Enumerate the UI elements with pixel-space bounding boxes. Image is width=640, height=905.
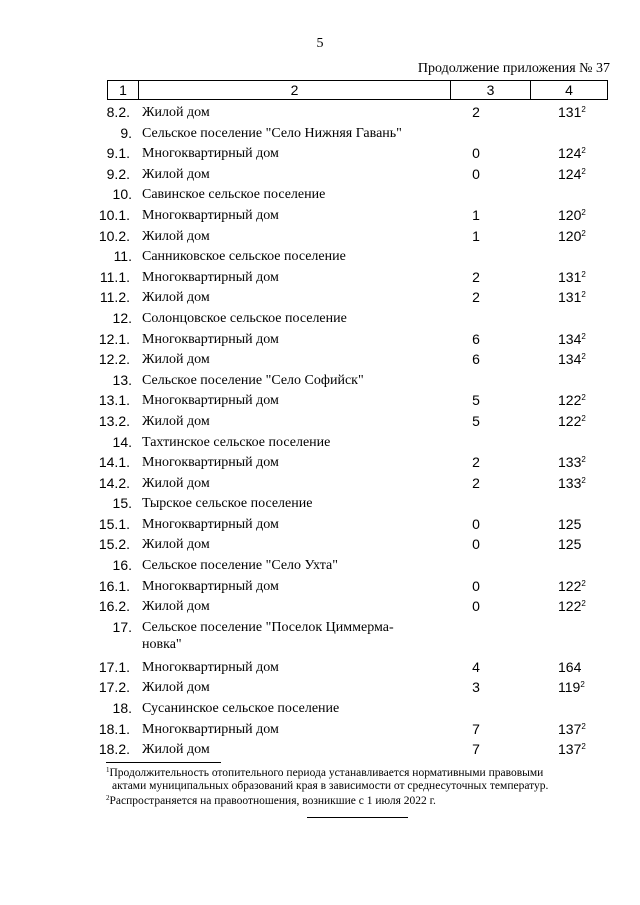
col-3-value: 3 (472, 679, 480, 696)
row-number: 10.2. (98, 227, 130, 244)
col-4-cell (558, 516, 581, 532)
row-number: 8.2. (106, 104, 130, 120)
footnote-ref: 2 (581, 721, 586, 731)
col-3-value: 0 (472, 536, 480, 553)
col-4-value: 122 (558, 392, 582, 409)
header-col-3: 3 (451, 81, 531, 99)
footnote-ref: 2 (581, 290, 586, 300)
footnote-2 (106, 792, 610, 808)
col-3-value: 2 (472, 104, 480, 120)
footnote-ref: 2 (581, 331, 586, 341)
row-number: 16. (112, 557, 132, 574)
col-4-value: 137 (558, 741, 582, 758)
table-row (0, 351, 640, 372)
section-row (0, 310, 640, 331)
footnote-ref: 2 (581, 207, 586, 217)
col-4-cell (558, 454, 586, 470)
col-4-value: 125 (558, 515, 582, 532)
section-row (0, 700, 640, 721)
table-row (0, 228, 640, 249)
table-header (107, 80, 608, 100)
section-row (0, 619, 640, 659)
col-4-cell (558, 679, 585, 695)
footnote-ref: 2 (581, 228, 586, 238)
section-row (0, 434, 640, 455)
settlement-name: Сельское поселение "Поселок Циммерма-новка" (142, 619, 394, 652)
section-row (0, 125, 640, 146)
end-separator (307, 817, 408, 818)
col-4-cell (558, 351, 586, 367)
building-type: Жилой дом (142, 166, 210, 182)
footnote-ref: 2 (581, 166, 586, 176)
row-number: 18. (112, 700, 132, 717)
col-4-cell (558, 721, 586, 737)
col-4-value: 119 (558, 679, 581, 696)
table-row (0, 536, 640, 557)
col-4-cell (558, 166, 586, 182)
row-number: 17.1. (98, 658, 130, 675)
col-4-value: 122 (558, 412, 582, 429)
table-row (0, 392, 640, 413)
table-row (0, 516, 640, 537)
col-4-value: 137 (558, 720, 582, 737)
col-3-value: 2 (472, 289, 480, 306)
col-4-cell (558, 578, 586, 594)
table-row (0, 454, 640, 475)
col-4-value: 122 (558, 598, 582, 615)
building-type: Многоквартирный дом (142, 659, 279, 675)
settlement-name: Сельское поселение "Село Ухта" (142, 558, 338, 574)
col-4-value: 134 (558, 330, 582, 347)
row-number: 15. (112, 495, 132, 512)
col-3-value: 0 (472, 165, 480, 182)
footnote-1-line-1: Продолжительность отопительного периода устанавливается нормативными правовыми (109, 767, 544, 779)
footnote-ref: 2 (581, 352, 586, 362)
table-row (0, 331, 640, 352)
row-number: 9. (120, 124, 132, 141)
row-number: 11.2. (99, 289, 130, 306)
footnote-separator (106, 762, 221, 763)
table-row (0, 679, 640, 700)
footnote-2-mark: 2 (106, 794, 110, 802)
building-type: Жилой дом (142, 228, 210, 244)
building-type: Многоквартирный дом (142, 269, 279, 285)
col-4-value: 133 (558, 474, 582, 491)
footnote-ref: 2 (581, 578, 586, 588)
col-4-cell (558, 145, 586, 161)
row-number: 9.1. (106, 145, 130, 162)
row-number: 18.2. (98, 741, 130, 758)
col-4-cell (558, 413, 586, 429)
table-row (0, 598, 640, 619)
col-4-cell (558, 228, 586, 244)
col-3-value: 1 (472, 227, 480, 244)
col-3-value: 0 (472, 515, 480, 532)
col-3-value: 7 (472, 741, 480, 758)
col-4-value: 133 (558, 454, 582, 471)
row-number: 13.2. (98, 412, 130, 429)
col-4-cell (558, 741, 586, 757)
col-3-value: 2 (472, 268, 480, 285)
table-row (0, 721, 640, 742)
row-number: 10. (112, 186, 132, 203)
row-number: 12.2. (98, 351, 130, 368)
continuation-label: Продолжение приложения № 37 (417, 61, 610, 76)
row-number: 14.1. (98, 454, 130, 471)
row-number: 16.1. (98, 577, 130, 594)
col-3-value: 7 (472, 720, 480, 737)
table-row (0, 166, 640, 187)
header-col-4: 4 (565, 82, 573, 98)
row-number: 15.2. (98, 536, 130, 553)
row-number: 13.1. (98, 392, 130, 409)
col-4-value: 125 (558, 536, 582, 553)
building-type: Жилой дом (142, 352, 210, 368)
col-3-value: 1 (472, 206, 480, 223)
row-number: 17. (112, 618, 132, 635)
table-row (0, 578, 640, 599)
footnote-ref: 2 (581, 146, 586, 156)
row-number: 17.2. (98, 679, 130, 696)
col-4-cell (558, 331, 586, 347)
col-3-value: 6 (472, 351, 480, 368)
section-row (0, 186, 640, 207)
col-4-value: 122 (558, 577, 582, 594)
footnote-ref: 2 (581, 413, 586, 423)
table-row (0, 659, 640, 680)
footnote-ref: 2 (581, 105, 586, 114)
col-4-value: 120 (558, 227, 582, 244)
table-body (0, 104, 640, 762)
col-4-cell (558, 475, 586, 491)
col-4-cell (558, 392, 586, 408)
col-4-cell (558, 536, 581, 552)
settlement-name: Солонцовское сельское поселение (142, 310, 347, 326)
table-row (0, 741, 640, 762)
col-4-cell (558, 207, 586, 223)
table-row (0, 269, 640, 290)
footnote-1-line-2: актами муниципальных образований края в зависимости от среднесуточных температур. (112, 779, 549, 792)
settlement-name: Санниковское сельское поселение (142, 249, 346, 265)
row-number: 12.1. (98, 330, 130, 347)
col-4-value: 131 (558, 289, 582, 306)
col-3-value: 0 (472, 145, 480, 162)
col-4-value: 124 (558, 165, 582, 182)
building-type: Многоквартирный дом (142, 455, 279, 471)
footnote-1 (106, 764, 610, 792)
col-3-value: 0 (472, 598, 480, 615)
col-3-value: 4 (472, 658, 480, 675)
table-row (0, 145, 640, 166)
col-3-value: 5 (472, 392, 480, 409)
col-4-value: 131 (558, 104, 582, 120)
header-col-1: 1 (108, 81, 139, 99)
footnote-ref: 2 (581, 455, 586, 465)
settlement-name: Тырское сельское поселение (142, 496, 313, 512)
footnote-ref: 2 (580, 680, 585, 690)
row-number: 16.2. (98, 598, 130, 615)
table-row (0, 475, 640, 496)
col-3-value: 2 (472, 454, 480, 471)
building-type: Жилой дом (142, 680, 210, 696)
col-4-cell (558, 598, 586, 614)
settlement-name: Сельское поселение "Село Софийск" (142, 372, 364, 388)
row-number: 14.2. (98, 474, 130, 491)
table-row (0, 104, 640, 125)
footnote-2-text: Распространяется на правоотношения, возникшие с 1 июля 2022 г. (109, 795, 436, 807)
building-type: Жилой дом (142, 742, 210, 758)
footnote-ref: 2 (581, 269, 586, 279)
page-number: 5 (316, 36, 324, 51)
settlement-name: Тахтинское сельское поселение (142, 434, 331, 450)
col-4-value: 124 (558, 145, 582, 162)
col-4-value: 131 (558, 268, 582, 285)
row-number: 13. (112, 371, 132, 388)
row-number: 9.2. (106, 165, 130, 182)
footnote-ref: 2 (581, 475, 586, 485)
col-3-value: 0 (472, 577, 480, 594)
section-row (0, 372, 640, 393)
table-row (0, 289, 640, 310)
building-type: Многоквартирный дом (142, 331, 279, 347)
col-3-value: 6 (472, 330, 480, 347)
table-row (0, 413, 640, 434)
settlement-name: Савинское сельское поселение (142, 187, 326, 203)
building-type: Многоквартирный дом (142, 146, 279, 162)
row-number: 10.1. (98, 206, 130, 223)
building-type: Многоквартирный дом (142, 578, 279, 594)
col-4-cell (558, 269, 586, 285)
settlement-name: Сусанинское сельское поселение (142, 701, 340, 717)
row-number: 18.1. (98, 720, 130, 737)
row-number: 12. (112, 309, 132, 326)
col-4-cell (558, 104, 586, 120)
section-row (0, 557, 640, 578)
building-type: Жилой дом (142, 413, 210, 429)
building-type: Многоквартирный дом (142, 721, 279, 737)
building-type: Жилой дом (142, 599, 210, 615)
col-3-value: 2 (472, 474, 480, 491)
building-type: Жилой дом (142, 537, 210, 553)
row-number: 11. (113, 248, 132, 265)
settlement-name: Сельское поселение "Село Нижняя Гавань" (142, 125, 402, 141)
row-number: 11.1. (99, 268, 130, 285)
row-number: 14. (112, 433, 132, 450)
col-4-value: 134 (558, 351, 582, 368)
building-type: Жилой дом (142, 290, 210, 306)
building-type: Жилой дом (142, 105, 210, 120)
col-4-cell (558, 659, 581, 675)
col-3-value: 5 (472, 412, 480, 429)
col-4-cell (558, 289, 586, 305)
building-type: Жилой дом (142, 475, 210, 491)
building-type: Многоквартирный дом (142, 207, 279, 223)
col-4-value: 164 (558, 658, 582, 675)
footnote-1-mark: 1 (106, 766, 110, 774)
footnote-ref: 2 (581, 393, 586, 403)
footnote-ref: 2 (581, 599, 586, 609)
col-4-value: 120 (558, 206, 582, 223)
building-type: Многоквартирный дом (142, 393, 279, 409)
section-row (0, 495, 640, 516)
table-row (0, 207, 640, 228)
building-type: Многоквартирный дом (142, 516, 279, 532)
row-number: 15.1. (98, 515, 130, 532)
footnote-ref: 2 (581, 742, 586, 752)
header-col-2: 2 (139, 81, 451, 99)
footnotes (106, 764, 610, 808)
section-row (0, 248, 640, 269)
